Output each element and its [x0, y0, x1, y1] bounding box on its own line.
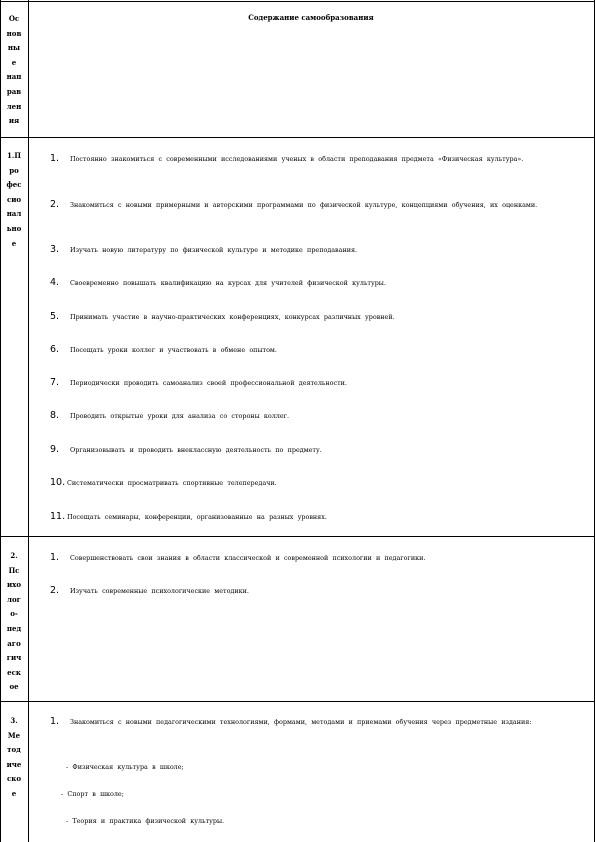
list-item [50, 199, 585, 212]
list-item-number: 5. [50, 311, 60, 322]
list-item-text: Посещать уроки коллег и участвовать в обмене опытом. [70, 346, 277, 354]
list-item-number: 2. [50, 585, 60, 596]
list-item [50, 277, 585, 290]
list-item [50, 511, 585, 524]
list-item-text: Знакомиться с новыми примерными и авторскими программами по физической культуре, концепциями обучения, их оценками. [70, 201, 538, 209]
list-item-number: 8. [50, 410, 60, 421]
list-item [50, 552, 585, 565]
list-item-text: Принимать участие в научно-практических конференциях, конкурсах различных уровней. [70, 313, 395, 321]
section-label-psychological-pedagogical: 2. Пс ихо лог о- пед аго гич еск ое [6, 551, 22, 692]
header-content-title: Содержание самообразования [248, 13, 374, 22]
list-item-text: Своевременно повышать квалификацию на курсах для учителей физической культуры. [70, 279, 386, 287]
list-item-text: Постоянно знакомиться с современными исследованиями ученых в области преподавания предмета «Физическая культура». [70, 155, 524, 163]
list-subitem: - Физическая культура в школе; [66, 763, 184, 771]
list-item-text: Систематически просматривать спортивные телепередачи. [67, 479, 277, 487]
list-item [50, 344, 585, 357]
list-item-text: Посещать семинары, конференции, организованные на разных уровнях. [67, 513, 327, 521]
list-item [50, 311, 585, 324]
list-item [50, 477, 585, 490]
list-item-number: 9. [50, 444, 60, 455]
section-label-professional: 1.П ро фес сио нал ьно е [6, 151, 22, 248]
list-item-number: 2. [50, 199, 60, 210]
list-item-number: 1. [50, 716, 60, 727]
list-item [50, 244, 585, 257]
list-item-text: Организовывать и проводить внеклассную деятельность по предмету. [70, 446, 322, 454]
section-2-border [0, 701, 594, 702]
header-row-border [0, 137, 594, 138]
list-item [50, 585, 585, 598]
list-item-number: 1. [50, 552, 60, 563]
list-item-text: Знакомиться с новыми педагогическими технологиями, формами, методами и приемами обучения через предметные издания: [70, 718, 532, 726]
list-item-number: 7. [50, 377, 60, 388]
list-subitem: - Теория и практика физической культуры. [66, 817, 225, 825]
section-label-methodological: 3. Ме тод иче ско е [6, 716, 22, 798]
table-top-border [0, 1, 594, 2]
list-item-text: Изучать современные психологические методики. [70, 587, 249, 595]
list-item-number: 1. [50, 153, 60, 164]
list-item-number: 3. [50, 244, 60, 255]
list-item [50, 377, 585, 390]
list-item-text: Совершенствовать свои знания в области классической и современной психологии и педагогики. [70, 554, 426, 562]
list-item-text: Проводить открытые уроки для анализа со стороны коллег. [70, 412, 290, 420]
list-item-text: Изучать новую литературу по физической культуре и методике преподавания. [70, 246, 358, 254]
list-item-number: 10. [50, 477, 66, 488]
list-item-number: 4. [50, 277, 60, 288]
list-subitem: - Спорт в школе; [61, 790, 124, 798]
list-item [50, 444, 585, 457]
list-item [50, 716, 585, 729]
list-item-text: Периодически проводить самоанализ своей профессиональной деятельности. [70, 379, 347, 387]
header-directions-cell: Ос нов ны е нап рав лен ия [6, 14, 22, 126]
list-item [50, 153, 585, 166]
list-item-number: 6. [50, 344, 60, 355]
list-item [50, 410, 585, 423]
section-1-border [0, 536, 594, 537]
list-item-number: 11. [50, 511, 66, 522]
table-column-divider [28, 0, 29, 842]
